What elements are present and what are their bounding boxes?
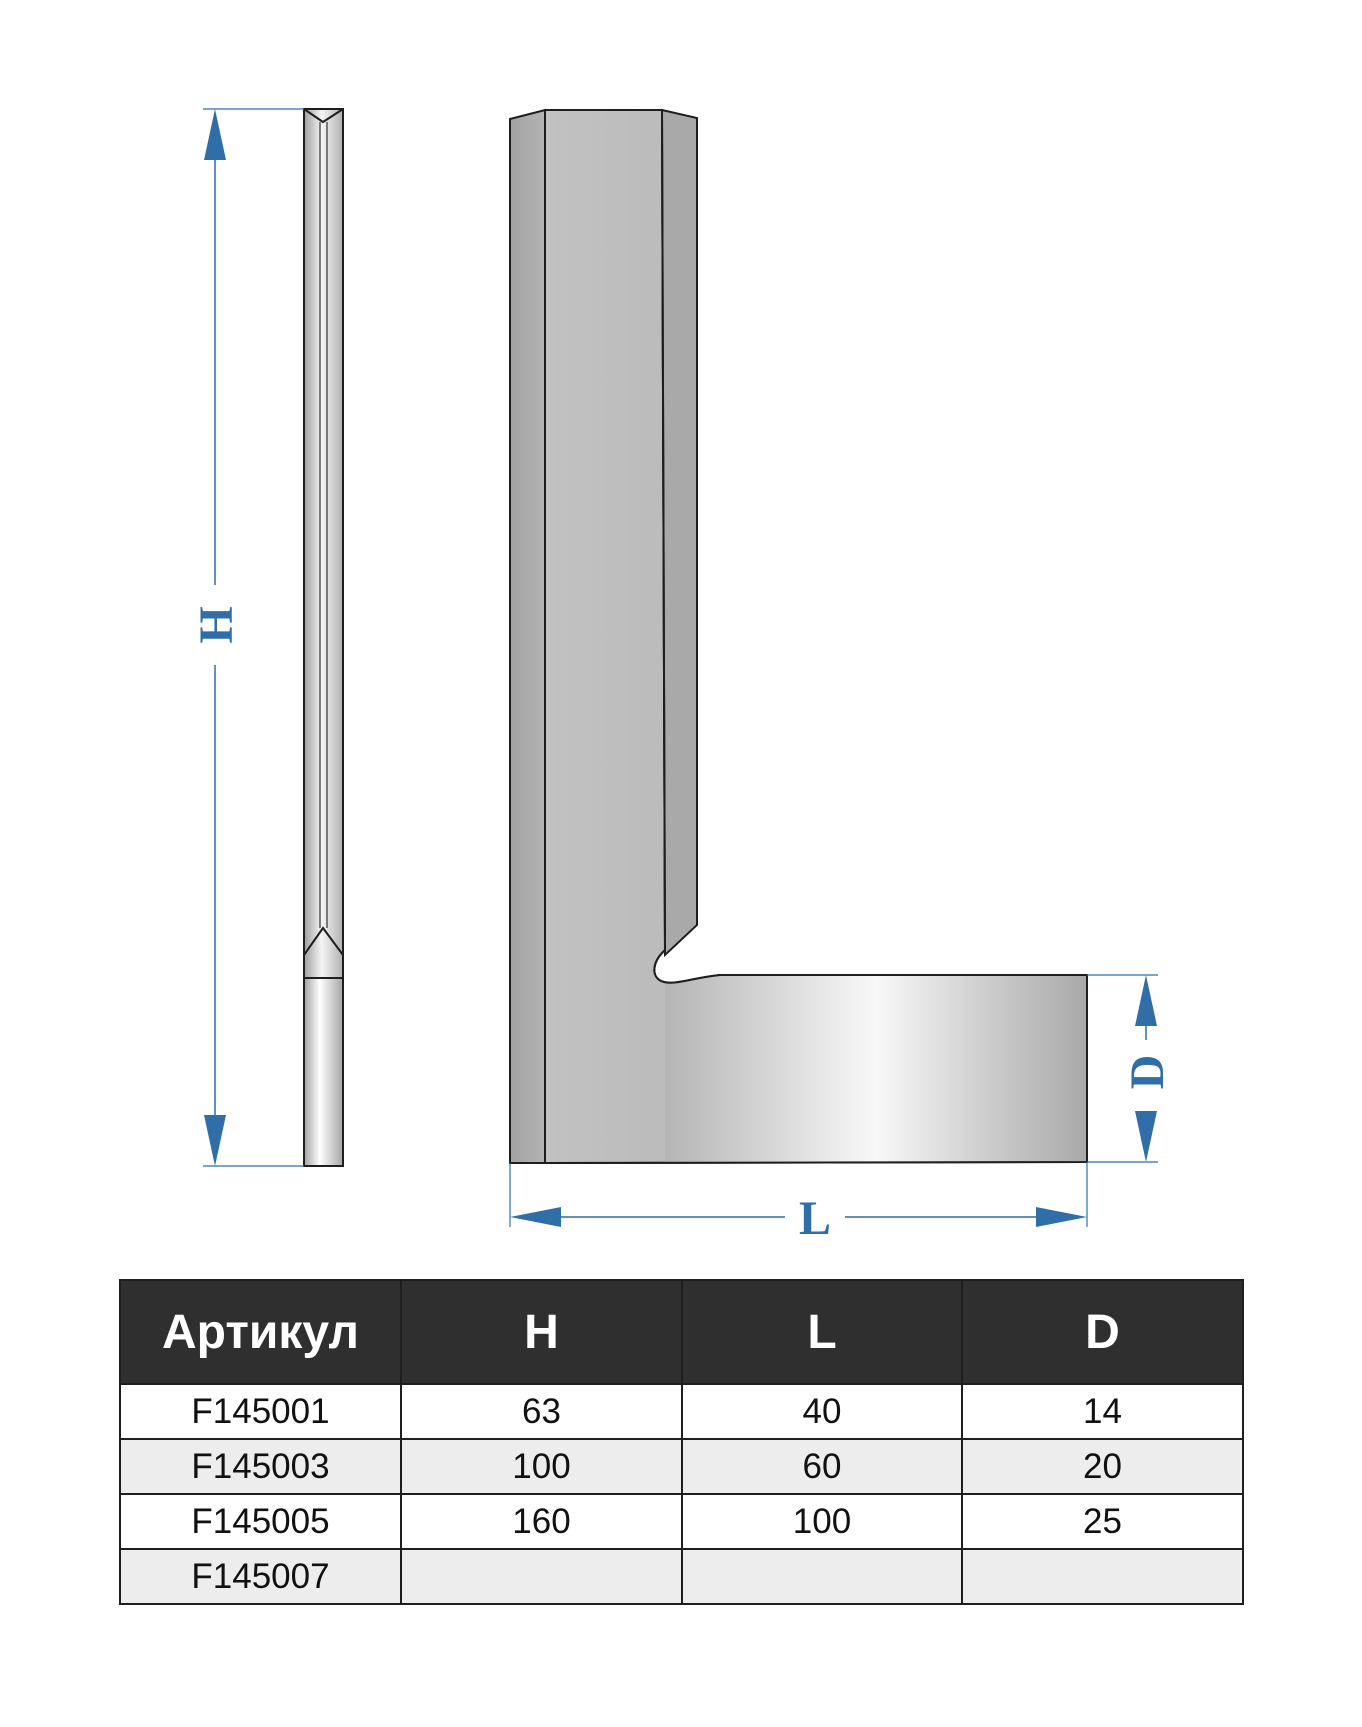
- cell-article: F145003: [120, 1439, 401, 1494]
- d-dimension: [1087, 975, 1174, 1162]
- cell-l: 60: [682, 1439, 962, 1494]
- d-arrow-down: [1135, 1111, 1157, 1162]
- cell-l: 40: [682, 1384, 962, 1439]
- d-arrow-up: [1135, 975, 1157, 1026]
- table-row: [120, 1494, 1243, 1549]
- cell-article: F145001: [120, 1384, 401, 1439]
- cell-h: [401, 1549, 682, 1604]
- cell-article: F145005: [120, 1494, 401, 1549]
- cell-d: 20: [962, 1439, 1243, 1494]
- table-row: [120, 1384, 1243, 1439]
- header-l: L: [682, 1280, 962, 1384]
- front-view-right-bevel: [662, 110, 697, 955]
- cell-h: 160: [401, 1494, 682, 1549]
- front-view: [510, 110, 1087, 1163]
- table-row: [120, 1549, 1243, 1604]
- cell-h: 100: [401, 1439, 682, 1494]
- l-label: L: [798, 1192, 832, 1245]
- front-view-base: [665, 975, 1087, 1162]
- h-arrow-down: [204, 1115, 226, 1166]
- h-arrow-up: [204, 109, 226, 160]
- front-view-left-edge: [510, 110, 545, 1163]
- side-view-handle: [304, 978, 343, 1166]
- h-dimension: [190, 109, 304, 1166]
- table-header-row: [120, 1280, 1243, 1384]
- cell-d: [962, 1549, 1243, 1604]
- cell-d: 25: [962, 1494, 1243, 1549]
- d-label: D: [1121, 1054, 1174, 1090]
- cell-l: 100: [682, 1494, 962, 1549]
- header-h: H: [401, 1280, 682, 1384]
- cell-h: 63: [401, 1384, 682, 1439]
- cell-l: [682, 1549, 962, 1604]
- l-dimension: [510, 1162, 1087, 1245]
- l-arrow-left: [510, 1207, 561, 1227]
- h-label: H: [190, 606, 243, 644]
- table-row: [120, 1439, 1243, 1494]
- side-view: [304, 109, 343, 1166]
- l-arrow-right: [1036, 1207, 1087, 1227]
- cell-article: F145007: [120, 1549, 401, 1604]
- header-article: Артикул: [120, 1280, 401, 1384]
- spec-table: [119, 1279, 1244, 1605]
- header-d: D: [962, 1280, 1243, 1384]
- cell-d: 14: [962, 1384, 1243, 1439]
